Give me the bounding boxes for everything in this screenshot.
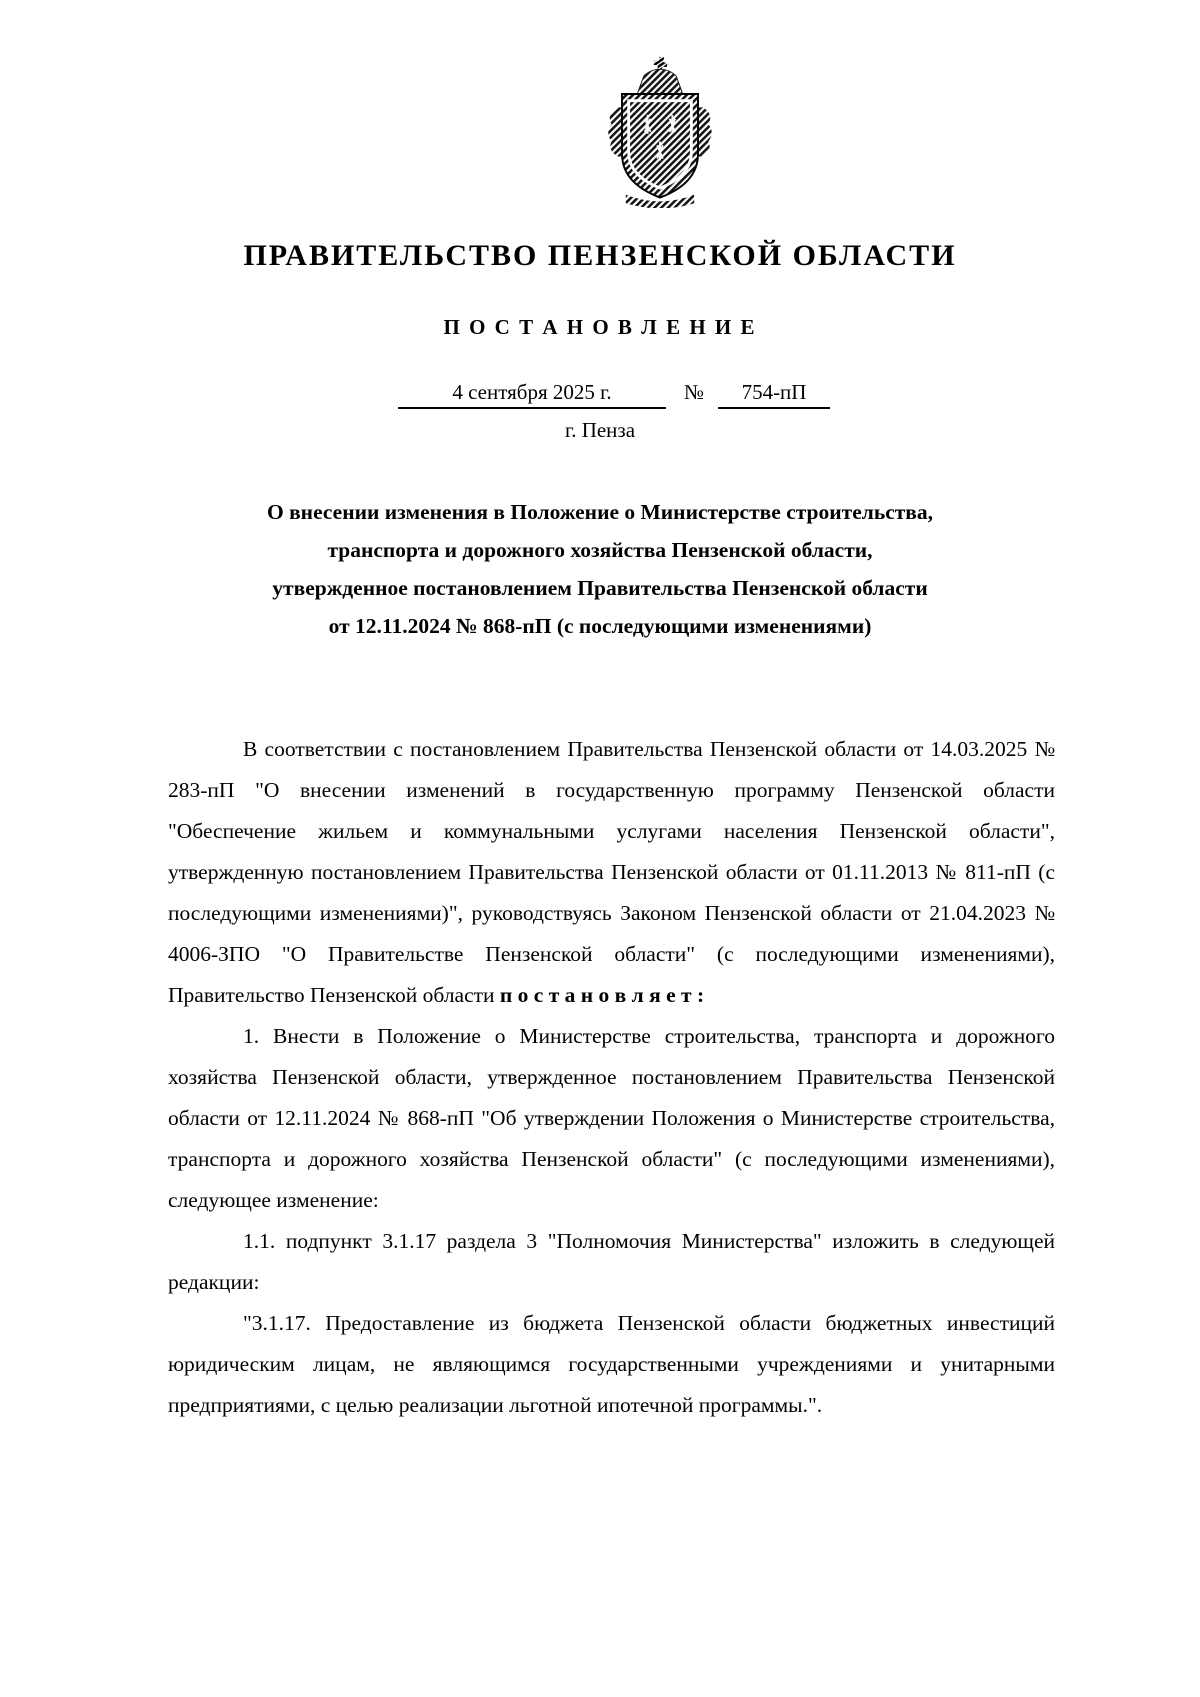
date-number-row bbox=[14, 380, 1200, 409]
org-title: ПРАВИТЕЛЬСТВО ПЕНЗЕНСКОЙ ОБЛАСТИ bbox=[243, 239, 957, 272]
document-body bbox=[168, 729, 1055, 1426]
subject-line: транспорта и дорожного хозяйства Пензенской области, bbox=[327, 538, 873, 562]
body-paragraph-item-1-1: 1.1. подпункт 3.1.17 раздела 3 "Полномочия Министерства" изложить в следующей редакции: bbox=[168, 1229, 1055, 1294]
emblem-container bbox=[0, 0, 1200, 213]
date-value: 4 сентября 2025 г. bbox=[398, 380, 666, 409]
body-paragraph-item-1: 1. Внести в Положение о Министерстве строительства, транспорта и дорожного хозяйства Пензенской области, утвержденное постановлением Правительства Пензенской области от 12.11.2024 № 868-пП "Об утверждении Положения о Министерстве строительства, транспорта и дорожного хозяйства Пензенской области" (с последующими изменениями), следующее изменение: bbox=[168, 1024, 1055, 1212]
penza-coat-of-arms-icon bbox=[601, 56, 719, 208]
number-value: 754-пП bbox=[718, 380, 830, 409]
subject-line: от 12.11.2024 № 868-пП (с последующими изменениями) bbox=[328, 614, 872, 638]
preamble-text: В соответствии с постановлением Правительства Пензенской области от 14.03.2025 № 283-пП "О внесении изменений в государственную программу Пензенской области "Обеспечение жильем и коммунальными услугами населения Пензенской области", утвержденную постановлением Правительства Пензенской области от 01.11.2013 № 811-пП (с последующими изменениями)", руководствуясь Законом Пензенской области от 21.04.2023 № 4006-ЗПО "О Правительстве Пензенской области" (с последующими изменениями), Правительство Пензенской области bbox=[168, 737, 1055, 1007]
body-paragraph-new-wording: "3.1.17. Предоставление из бюджета Пензенской области бюджетных инвестиций юридическим лицам, не являющимся государственными учреждениями и унитарными предприятиями, с целью реализации льготной ипотечной программы.". bbox=[168, 1311, 1055, 1417]
resolves-keyword: п о с т а н о в л я е т : bbox=[499, 983, 705, 1007]
subject-heading bbox=[0, 493, 1200, 645]
subject-line: О внесении изменения в Положение о Министерстве строительства, bbox=[266, 500, 934, 524]
number-sign: № bbox=[683, 380, 705, 404]
body-paragraph-preamble bbox=[168, 729, 1055, 1016]
doc-type-title: П О С Т А Н О В Л Е Н И Е bbox=[443, 315, 757, 339]
place-label: г. Пенза bbox=[564, 418, 636, 442]
subject-line: утвержденное постановлением Правительства Пензенской области bbox=[272, 576, 928, 600]
